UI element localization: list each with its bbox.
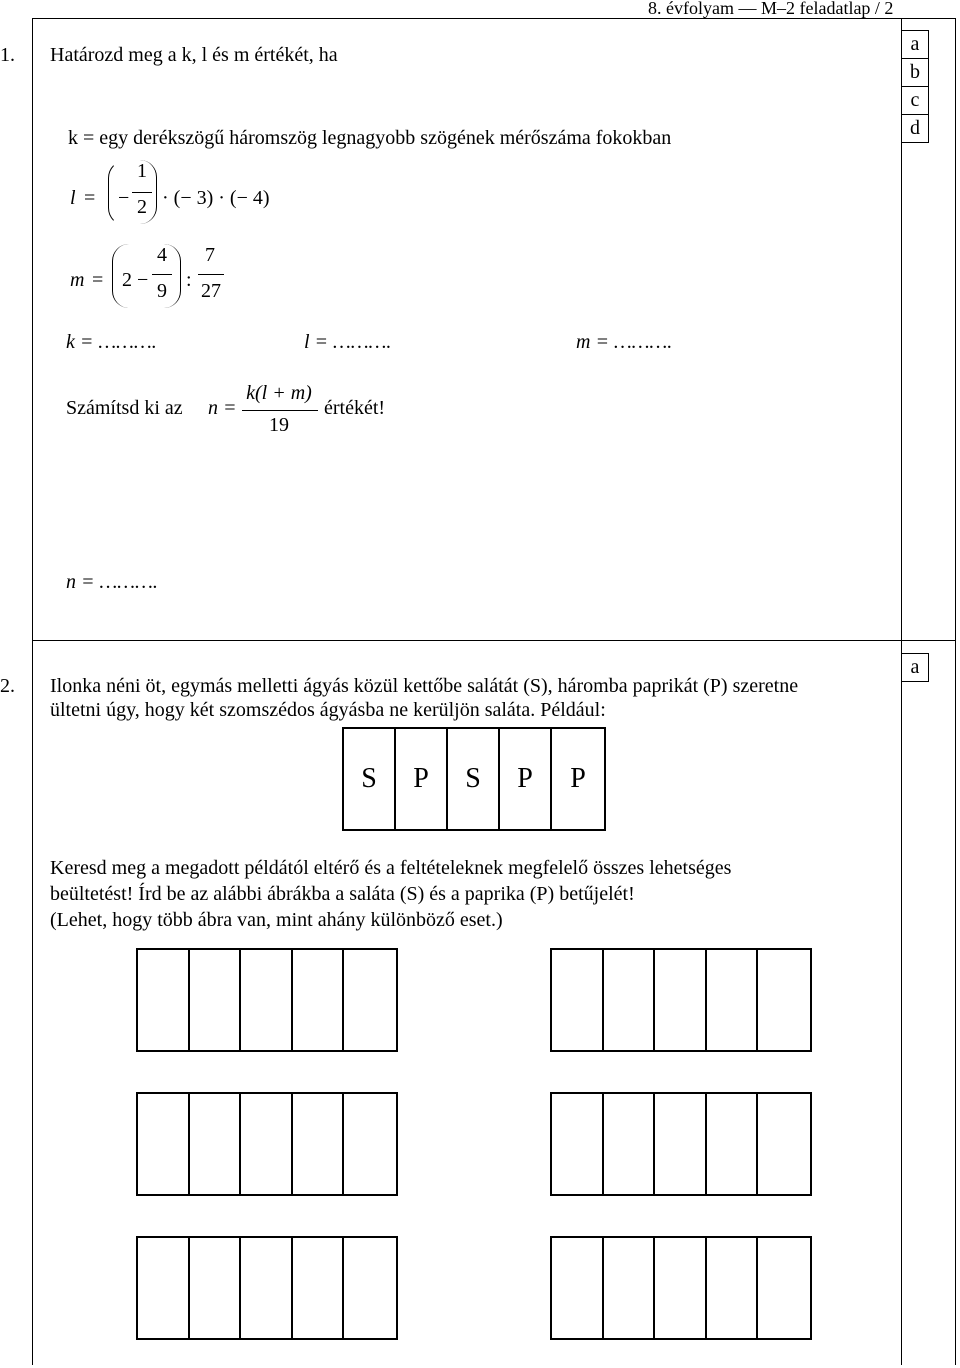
l-paren-right — [140, 160, 157, 224]
score-box-task2 — [901, 653, 929, 682]
example-row — [342, 727, 606, 831]
answer-grid-6[interactable] — [550, 1236, 812, 1340]
answer-cell[interactable] — [190, 1238, 242, 1338]
task2-text-line1: Ilonka néni öt, egymás melletti ágyás közül kettőbe salátát (S), háromba paprikát (P) szeretne — [50, 675, 799, 697]
n-equals: n = — [208, 397, 237, 419]
task1-number: 1. — [0, 44, 15, 66]
answer-cell[interactable] — [241, 950, 293, 1050]
n-fraction-num: k(l + m) — [246, 382, 312, 404]
m-fraction1-den: 9 — [157, 280, 167, 302]
answer-grid-5[interactable] — [136, 1236, 398, 1340]
l-rest: · (− 3) · (− 4) — [162, 187, 270, 209]
answer-cell[interactable] — [293, 1094, 345, 1194]
answer-cell[interactable] — [344, 1094, 396, 1194]
score-b: b — [902, 59, 928, 87]
task-divider — [32, 640, 956, 641]
score-a: a — [902, 31, 928, 59]
example-cell-1: S — [344, 729, 396, 829]
answer-cell[interactable] — [241, 1238, 293, 1338]
page-header: 8. évfolyam — M–2 feladatlap / 2 — [648, 0, 894, 18]
answer-cell[interactable] — [138, 1094, 190, 1194]
answer-cell[interactable] — [707, 1238, 759, 1338]
n-fraction-den: 19 — [269, 414, 289, 436]
answer-cell[interactable] — [552, 950, 604, 1050]
m-fraction1-num: 4 — [157, 244, 167, 266]
m-fraction2-den: 27 — [201, 280, 221, 302]
score-c: c — [902, 87, 928, 115]
m-colon: : — [186, 269, 192, 291]
task2-instruction-line1: Keresd meg a megadott példától eltérő és a feltételeknek megfelelő összes lehetséges — [50, 857, 732, 879]
answer-cell[interactable] — [604, 1094, 656, 1194]
answer-cell[interactable] — [552, 1094, 604, 1194]
l-fraction-num: 1 — [137, 160, 147, 182]
answer-grid-3[interactable] — [136, 1092, 398, 1196]
m-fraction2-num: 7 — [205, 244, 215, 266]
answer-cell[interactable] — [138, 950, 190, 1050]
task2-instruction-line3: (Lehet, hogy több ábra van, mint ahány különböző eset.) — [50, 909, 503, 931]
answer-cell[interactable] — [241, 1094, 293, 1194]
answer-grid-2[interactable] — [550, 948, 812, 1052]
answer-cell[interactable] — [655, 950, 707, 1050]
task2-instruction-line2: beültetést! Írd be az alábbi ábrákba a saláta (S) és a paprika (P) betűjelét! — [50, 883, 635, 905]
l-answer-blank[interactable]: l = ………. — [304, 331, 392, 353]
l-variable: l — [70, 187, 76, 209]
task2-number: 2. — [0, 675, 15, 697]
score-a: a — [910, 656, 920, 678]
task2-text-line2: ültetni úgy, hogy két szomszédos ágyásba ne kerüljön saláta. Például: — [50, 699, 606, 721]
example-cell-5: P — [570, 763, 586, 794]
compute-suffix: értékét! — [324, 397, 386, 419]
answer-cell[interactable] — [344, 1238, 396, 1338]
answer-grid-4[interactable] — [550, 1092, 812, 1196]
example-cell-2: P — [396, 729, 448, 829]
m-equals: = — [92, 269, 104, 291]
l-fraction-den: 2 — [137, 196, 147, 218]
score-column-line — [901, 18, 902, 1365]
answer-cell[interactable] — [190, 1094, 242, 1194]
m-two-minus: 2 − — [122, 269, 149, 291]
answer-cell[interactable] — [604, 950, 656, 1050]
answer-grid-1[interactable] — [136, 948, 398, 1052]
answer-cell[interactable] — [655, 1094, 707, 1194]
l-minus: − — [118, 187, 130, 209]
answer-cell[interactable] — [707, 950, 759, 1050]
n-answer-blank[interactable]: n = ………. — [66, 571, 158, 593]
score-box-task1 — [901, 30, 929, 143]
answer-cell[interactable] — [604, 1238, 656, 1338]
m-fraction2-bar — [198, 274, 224, 275]
l-equals: = — [84, 187, 96, 209]
k-answer-blank[interactable]: k = ………. — [66, 331, 157, 353]
answer-cell[interactable] — [758, 1238, 810, 1338]
answer-cell[interactable] — [293, 950, 345, 1050]
answer-cell[interactable] — [190, 950, 242, 1050]
m-answer-blank[interactable]: m = ………. — [576, 331, 673, 353]
answer-cell[interactable] — [293, 1238, 345, 1338]
compute-prefix: Számítsd ki az — [66, 397, 183, 419]
n-fraction-bar — [242, 410, 318, 411]
task1-k-definition: k = egy derékszögű háromszög legnagyobb szögének mérőszáma fokokban — [68, 127, 672, 149]
answer-cell[interactable] — [758, 950, 810, 1050]
example-cell-3: S — [448, 729, 500, 829]
m-paren-right — [164, 244, 181, 308]
m-variable: m — [70, 269, 85, 291]
answer-cell[interactable] — [138, 1238, 190, 1338]
answer-cell[interactable] — [655, 1238, 707, 1338]
score-d: d — [910, 117, 920, 139]
answer-cell[interactable] — [552, 1238, 604, 1338]
answer-cell[interactable] — [758, 1094, 810, 1194]
task1-intro: Határozd meg a k, l és m értékét, ha — [50, 44, 338, 66]
example-cell-4: P — [500, 729, 552, 829]
answer-cell[interactable] — [707, 1094, 759, 1194]
answer-cell[interactable] — [344, 950, 396, 1050]
